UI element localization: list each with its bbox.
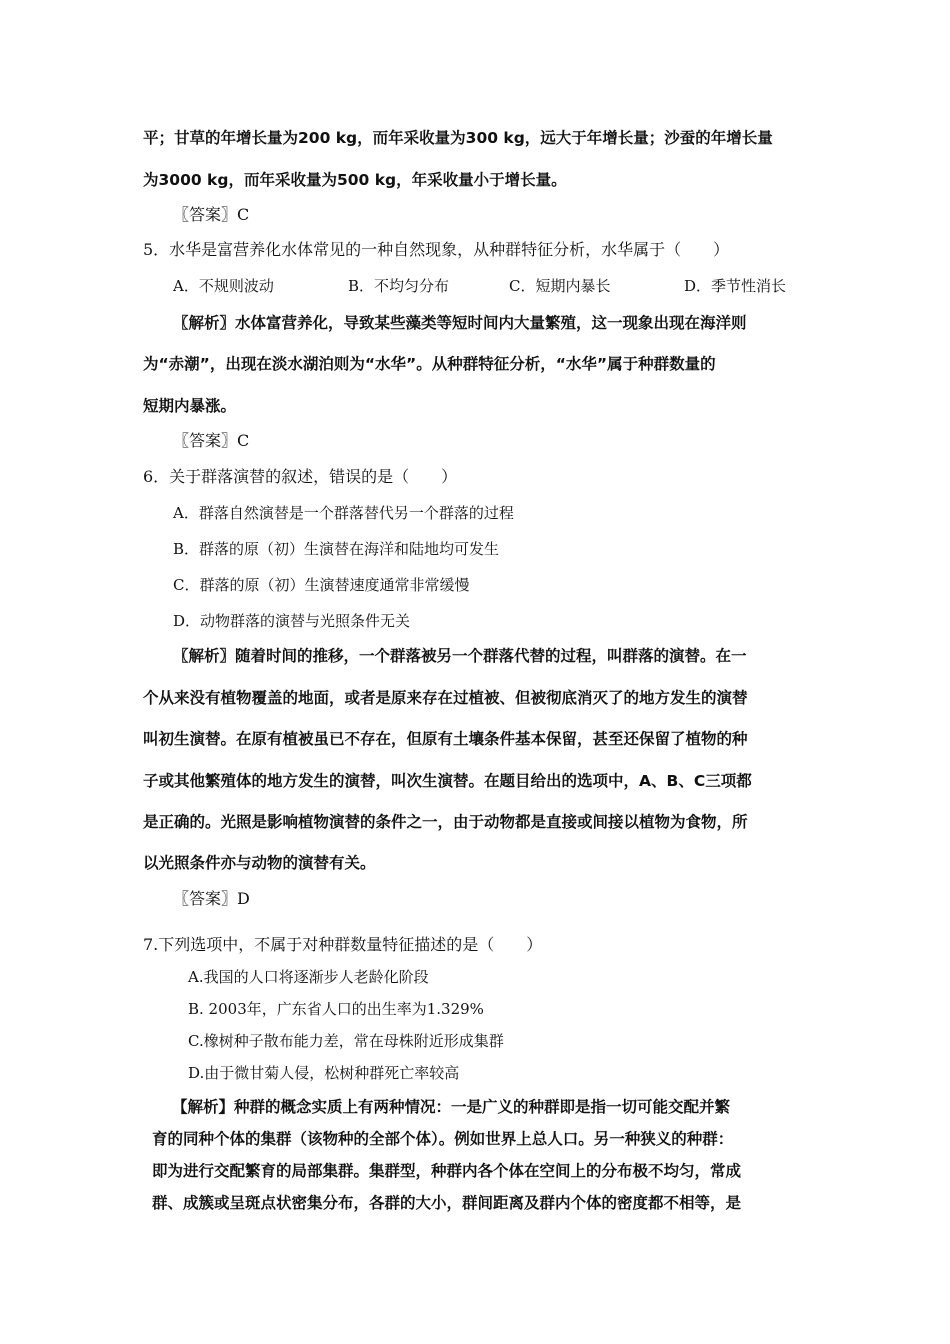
analysis-line: 个从来没有植物覆盖的地面，或者是原来存在过植被、但被彻底消灭了的地方发生的演替 xyxy=(143,689,748,707)
analysis-line: 为“赤潮”，出现在淡水湖泊则为“水华”。从种群特征分析，“水华”属于种群数量的 xyxy=(143,355,716,373)
q5-option-a: A．不规则波动 xyxy=(173,277,274,295)
analysis-line: 以光照条件亦与动物的演替有关。 xyxy=(143,854,376,872)
analysis-line: 群、成簇或呈斑点状密集分布，各群的大小，群间距离及群内个体的密度都不相等，是 xyxy=(152,1194,742,1212)
q5-option-c: C．短期内暴长 xyxy=(509,277,611,295)
answer-line: 〖答案〗C xyxy=(173,431,250,450)
q7-option-d: D.由于微甘菊人侵，松树种群死亡率较高 xyxy=(188,1064,460,1082)
q7-option-b: B. 2003年，广东省人口的出生率为1.329% xyxy=(188,1000,484,1018)
answer-line: 〖答案〗C xyxy=(173,205,250,224)
q6-option-b: B．群落的原（初）生演替在海洋和陆地均可发生 xyxy=(173,540,500,558)
text-line: 平；甘草的年增长量为200 kg，而年采收量为300 kg，远大于年增长量；沙蚕的年增长量 xyxy=(143,129,773,147)
analysis-line: 育的同种个体的集群（该物种的全部个体）。例如世界上总人口。另一种狭义的种群： xyxy=(152,1130,734,1148)
analysis-line: 【解析】种群的概念实质上有两种情况：一是广义的种群即是指一切可能交配并繁 xyxy=(172,1098,731,1116)
q7-option-c: C.橡树种子散布能力差，常在母株附近形成集群 xyxy=(188,1032,504,1050)
analysis-line: 即为进行交配繁育的局部集群。集群型，种群内各个体在空间上的分布极不均匀，常成 xyxy=(152,1162,742,1180)
text-line: 为3000 kg，而年采收量为500 kg，年采收量小于增长量。 xyxy=(143,171,567,189)
question-6-stem: 6．关于群落演替的叙述，错误的是（ ） xyxy=(143,467,458,486)
q5-option-b: B．不均匀分布 xyxy=(348,277,450,295)
q6-option-d: D．动物群落的演替与光照条件无关 xyxy=(173,612,411,630)
analysis-line: 短期内暴涨。 xyxy=(143,397,237,415)
q5-option-d: D．季节性消长 xyxy=(684,277,787,295)
analysis-line: 是正确的。光照是影响植物演替的条件之一，由于动物都是直接或间接以植物为食物，所 xyxy=(143,813,748,831)
analysis-line: 叫初生演替。在原有植被虽已不存在，但原有土壤条件基本保留，甚至还保留了植物的种 xyxy=(143,730,748,748)
q6-option-c: C．群落的原（初）生演替速度通常非常缓慢 xyxy=(173,576,470,594)
question-7-stem: 7.下列选项中，不属于对种群数量特征描述的是（ ） xyxy=(143,935,543,954)
analysis-line: 子或其他繁殖体的地方发生的演替，叫次生演替。在题目给出的选项中，A、B、C三项都 xyxy=(143,772,752,790)
q7-option-a: A.我国的人口将逐渐步人老龄化阶段 xyxy=(188,968,429,986)
answer-line: 〖答案〗D xyxy=(173,889,250,908)
analysis-line: 〖解析〗水体富营养化，导致某些藻类等短时间内大量繁殖，这一现象出现在海洋则 xyxy=(173,314,747,332)
analysis-line: 〖解析〗随着时间的推移，一个群落被另一个群落代替的过程，叫群落的演替。在一 xyxy=(173,647,747,665)
question-5-stem: 5．水华是富营养化水体常见的一种自然现象，从种群特征分析，水华属于（ ） xyxy=(143,240,730,259)
q6-option-a: A．群落自然演替是一个群落替代另一个群落的过程 xyxy=(173,504,514,522)
